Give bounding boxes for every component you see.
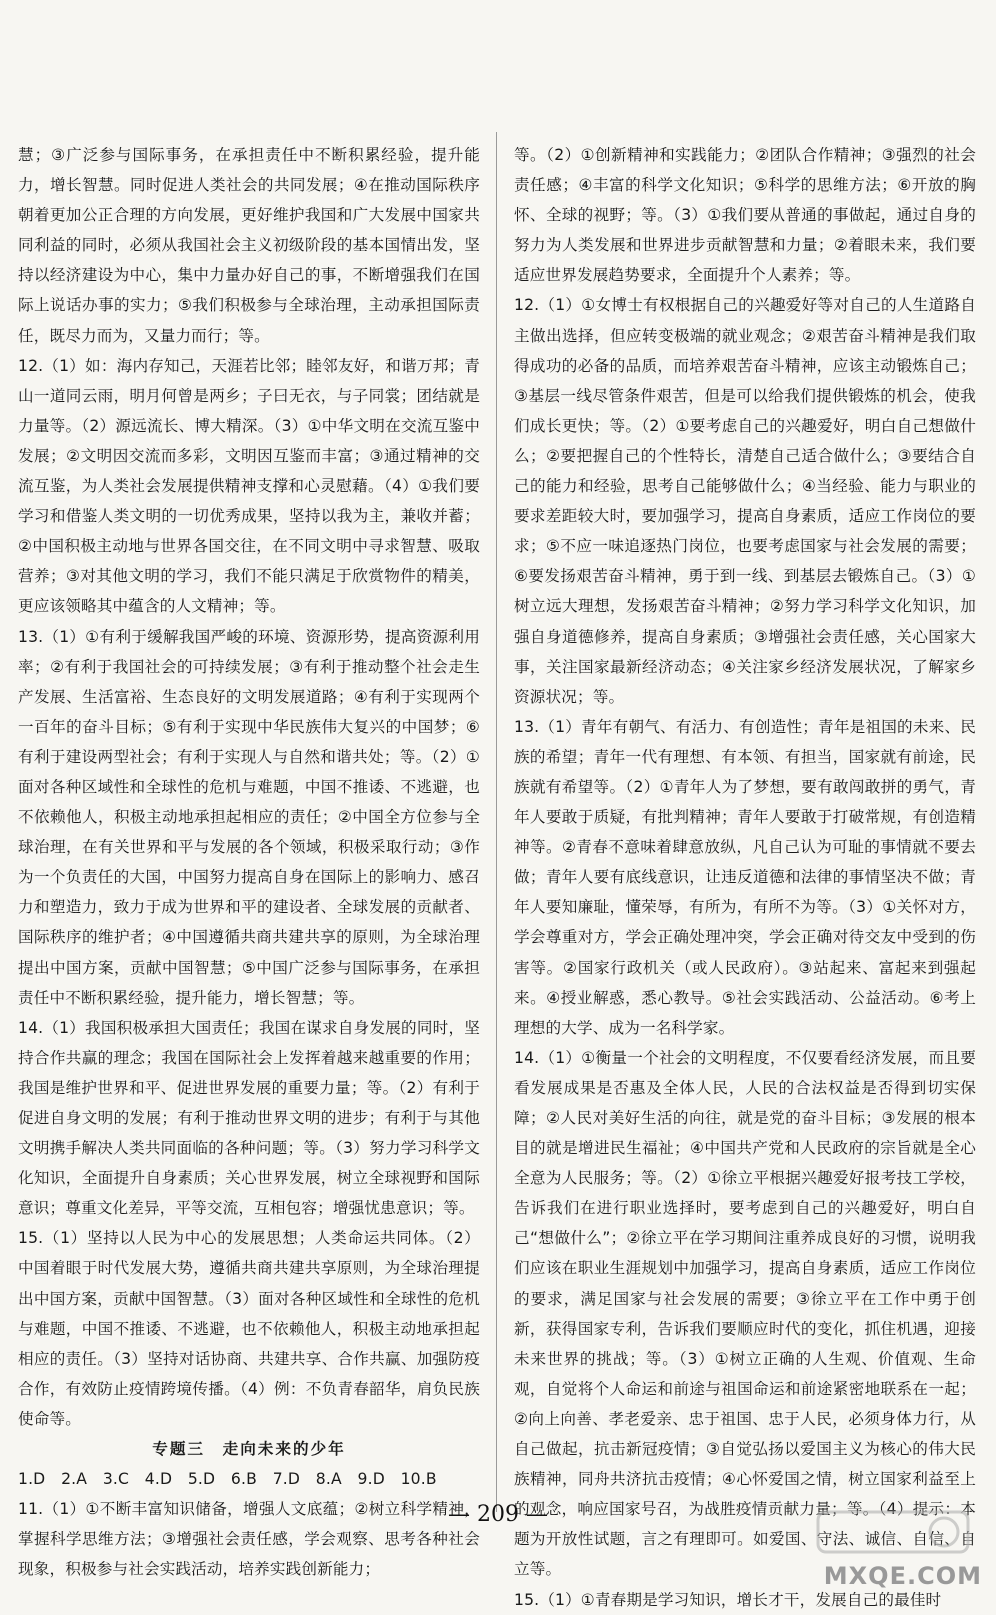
paragraph: 14.（1）我国积极承担大国责任；我国在谋求自身发展的同时，坚持合作共赢的理念；我国在国际社会上发挥着越来越重要的作用；我国是维护世界和平、促进世界发展的重要力量；等。（2）有利于促进自身文明的发展；有利于推动世界文明的进步；有利于与其他文明携手解决人类共同面临的各种问题；等。（3）努力学习科学文化知识，全面提升自身素质；关心世界发展，树立全球视野和国际意识；尊重文化差异，平等交流，互相包容；增强忧患意识；等。 xyxy=(18,1018,480,1218)
paragraph: 12.（1）①女博士有权根据自己的兴趣爱好等对自己的人生道路自主做出选择，但应转变极端的就业观念；②艰苦奋斗精神是我们取得成功的必备的品质，而培养艰苦奋斗精神，应该主动锻炼自己；③基层一线尽管条件艰苦，但是可以给我们提供锻炼的机会，使我们成长更快；等。（2）①要考虑自己的兴趣爱好，明白自己想做什么；②要把握自己的个性特长，清楚自己适合做什么；③要结合自己的能力和经验，思考自己能够做什么；④当经验、能力与职业的要求差距较大时，要加强学习，提高自身素质，适应工作岗位的要求；⑤不应一味追逐热门岗位，也要考虑国家与社会发展的需要；⑥要发扬艰苦奋斗精神，勇于到一线、到基层去锻炼自己。（3）①树立远大理想，发扬艰苦奋斗精神；②努力学习科学文化知识，加强自身道德修养，提高自身素质；③增强社会责任感，关心国家大事，关注国家最新经济动态；④关注家乡经济发展状况，了解家乡资源状况；等。 xyxy=(514,296,976,706)
paragraph: 12.（1）如：海内存知己，天涯若比邻；睦邻友好，和谐万邦；青山一道同云雨，明月何曾是两乡；子曰无衣，与子同裳；团结就是力量等。（2）源远流长、博大精深。（3）①中华文明在交流互鉴中发展；②文明因交流而多彩，文明因互鉴而丰富；③通过精神的交流互鉴，为人类社会发展提供精神支撑和心灵慰藉。（4）①我们要学习和借鉴人类文明的一切优秀成果，坚持以我为主，兼收并蓄；②中国积极主动地与世界各国交往，在不同文明中寻求智慧、吸取营养；③对其他文明的学习，我们不能只满足于欣赏物件的精美，更应该领略其中蕴含的人文精神；等。 xyxy=(18,356,480,616)
paragraph: 11.（1）①不断丰富知识储备，增强人文底蕴；②树立科学精神，掌握科学思维方法；③增强社会责任感，学会观察、思考各种社会现象，积极参与社会实践活动，培养实践创新能力； xyxy=(18,1500,480,1579)
section-title: 专题三 走向未来的少年 xyxy=(152,1440,346,1459)
paragraph: 13.（1）青年有朝气、有活力、有创造性；青年是祖国的未来、民族的希望；青年一代有理想、有本领、有担当，国家就有前途，民族就有希望等。（2）①青年人为了梦想，要有敢闯敢拼的勇气，青年人要敢于质疑，有批判精神；青年人要敢于打破常规，有创造精神等。②青春不意味着肆意放纵，凡自己认为可耻的事情就不要去做；青年人要有底线意识，让违反道德和法律的事情坚决不做；青年人要知廉耻，懂荣辱，有所为，有所不为等。（3）①关怀对方，学会尊重对方，学会正确处理冲突，学会正确对待交友中受到的伤害等。②国家行政机关（或人民政府）。③站起来、富起来到强起来。④授业解惑，悉心教导。⑤社会实践活动、公益活动。⑥考上理想的大学、成为一名科学家。 xyxy=(514,717,976,1037)
left-column xyxy=(18,140,480,1585)
answer-key-row: 1.D 2.A 3.C 4.D 5.D 6.B 7.D 8.A 9.D 10.B xyxy=(18,1470,437,1489)
watermark-text: MXQE.COM xyxy=(823,1562,982,1590)
paragraph: 15.（1）坚持以人民为中心的发展思想；人类命运共同体。（2）中国着眼于时代发展大势，遵循共商共建共享原则，为全球治理提出中国方案，贡献中国智慧。（3）面对各种区域性和全球性的危机与难题，中国不推诿、不逃避，也不依赖他人，积极主动地承担起相应的责任。（3）坚持对话协商、共建共享、合作共赢、加强防疫合作，有效防止疫情跨境传播。（4）例：不负青春韶华，肩负民族使命等。 xyxy=(18,1229,480,1428)
paragraph: 15.（1）①青春期是学习知识，增长才干，发展自己的最佳时 xyxy=(514,1590,942,1609)
column-divider xyxy=(496,132,497,1512)
paragraph: 慧；③广泛参与国际事务，在承担责任中不断积累经验，提升能力，增长智慧。同时促进人类社会的共同发展；④在推动国际秩序朝着更加公正合理的方向发展，更好维护我国和广大发展中国家共同利益的同时，必须从我国社会主义初级阶段的基本国情出发，坚持以经济建设为中心，集中力量办好自己的事，不断增强我们在国际上说话办事的实力；⑤我们积极参与全球治理，主动承担国际责任，既尽力而为，又量力而行；等。 xyxy=(18,146,480,345)
right-column xyxy=(514,140,976,1615)
page-number: — 209 — xyxy=(448,1502,548,1527)
paragraph: 13.（1）①有利于缓解我国严峻的环境、资源形势，提高资源利用率；②有利于我国社会的可持续发展；③有利于推动整个社会走生产发展、生活富裕、生态良好的文明发展道路；④有利于实现两个一百年的奋斗目标；⑤有利于实现中华民族伟大复兴的中国梦；⑥有利于建设两型社会；有利于实现人与自然和谐共处；等。（2）①面对各种区域性和全球性的危机与难题，中国不推诿、不逃避，也不依赖他人，积极主动地承担起相应的责任；②中国全方位参与全球治理，在有关世界和平与发展的各个领域，积极采取行动；③作为一个负责任的大国，中国努力提高自身在国际上的影响力、感召力和塑造力，致力于成为世界和平的建设者、全球发展的贡献者、国际秩序的维护者；④中国遵循共商共建共享的原则，为全球治理提出中国方案，贡献中国智慧；⑤中国广泛参与国际事务，在承担责任中不断积累经验，提升能力，增长智慧；等。 xyxy=(18,627,480,1007)
paragraph: 14.（1）①衡量一个社会的文明程度，不仅要看经济发展，而且要看发展成果是否惠及全体人民，人民的合法权益是否得到切实保障；②人民对美好生活的向往，就是党的奋斗目标；③发展的根本目的就是增进民生福祉；④中国共产党和人民政府的宗旨就是全心全意为人民服务；等。（2）①徐立平根据兴趣爱好报考技工学校，告诉我们在进行职业选择时，要考虑到自己的兴趣爱好，明白自己“想做什么”；②徐立平在学习期间注重养成良好的习惯，说明我们应该在职业生涯规划中加强学习，提高自身素质，适应工作岗位的要求，满足国家与社会发展的需要；③徐立平在工作中勇于创新，获得国家专利，告诉我们要顺应时代的变化，抓住机遇，迎接未来世界的挑战；等。（3）①树立正确的人生观、价值观、生命观，自觉将个人命运和前途与祖国命运和前途紧密地联系在一起；②向上向善、孝老爱亲、忠于祖国、忠于人民，必须身体力行，从自己做起，抗击新冠疫情；③自觉弘扬以爱国主义为核心的伟大民族精神，同舟共济抗击疫情；④心怀爱国之情，树立国家利益至上的观念，响应国家号召，为战胜疫情贡献力量；等。（4）提示：本题为开放性试题，言之有理即可。如爱国、守法、诚信、自信、自立等。 xyxy=(514,1048,976,1579)
paragraph: 等。（2）①创新精神和实践能力；②团队合作精神；③强烈的社会责任感；④丰富的科学文化知识；⑤科学的思维方法；⑥开放的胸怀、全球的视野；等。（3）①我们要从普通的事做起，通过自身的努力为人类发展和世界进步贡献智慧和力量；②着眼未来，我们要适应世界发展趋势要求，全面提升个人素养；等。 xyxy=(514,146,976,285)
